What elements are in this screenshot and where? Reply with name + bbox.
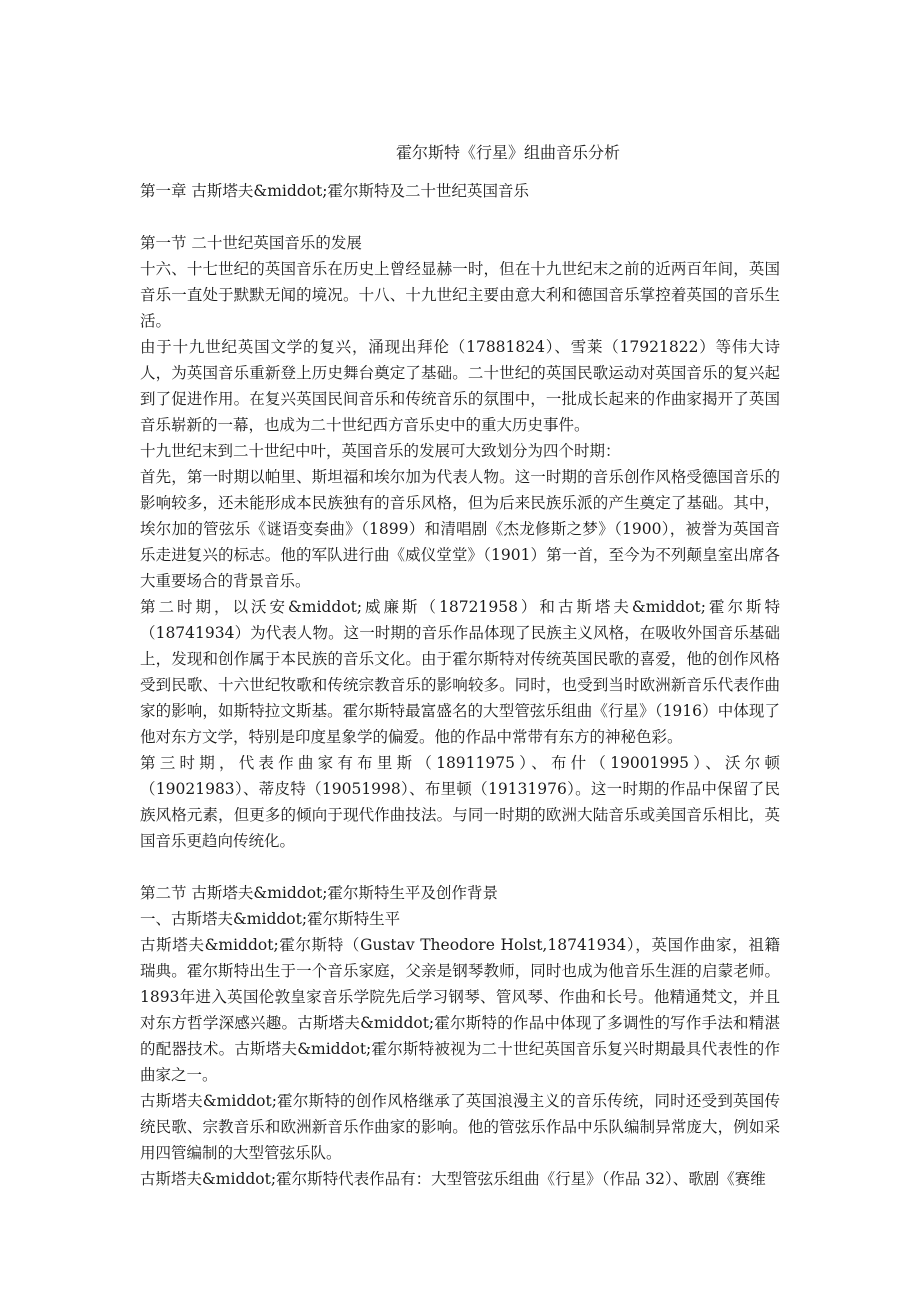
paragraph: 第三时期，代表作曲家有布里斯（18911975）、布什（19001995）、沃尔顿（19021983）、蒂皮特（19051998）、布里顿（19131976）。这一时期的作品中保留了民族风格元素，但更多的倾向于现代作曲技法。与同一时期的欧洲大陆音乐或美国音乐相比，英国音乐更趋向传统化。 <box>140 754 780 850</box>
paragraph: 十九世纪末到二十世纪中叶，英国音乐的发展可大致划分为四个时期： <box>140 442 621 460</box>
subsection-heading: 一、古斯塔夫&middot;霍尔斯特生平 <box>140 910 401 928</box>
document-title: 霍尔斯特《行星》组曲音乐分析 <box>395 143 620 162</box>
paragraph: 由于十九世纪英国文学的复兴，涌现出拜伦（17881824）、雪莱（17921822）等伟大诗人，为英国音乐重新登上历史舞台奠定了基础。二十世纪的英国民歌运动对英国音乐的复兴起到了促进作用。在复兴英国民间音乐和传统音乐的氛围中，一批成长起来的作曲家揭开了英国音乐崭新的一幕，也成为二十世纪西方音乐史中的重大历史事件。 <box>140 338 780 434</box>
spacer <box>140 854 780 880</box>
paragraph: 古斯塔夫&middot;霍尔斯特的创作风格继承了英国浪漫主义的音乐传统，同时还受到英国传统民歌、宗教音乐和欧洲新音乐作曲家的影响。他的管弦乐作品中乐队编制异常庞大，例如采用四管编制的大型管弦乐队。 <box>140 1092 780 1162</box>
paragraph: 古斯塔夫&middot;霍尔斯特（Gustav Theodore Holst,18741934），英国作曲家，祖籍瑞典。霍尔斯特出生于一个音乐家庭，父亲是钢琴教师，同时也成为他音乐生涯的启蒙老师。1893年进入英国伦敦皇家音乐学院先后学习钢琴、管风琴、作曲和长号。他精通梵文，并且对东方哲学深感兴趣。古斯塔夫&middot;霍尔斯特的作品中体现了多调性的写作手法和精湛的配器技术。古斯塔夫&middot;霍尔斯特被视为二十世纪英国音乐复兴时期最具代表性的作曲家之一。 <box>140 936 780 1084</box>
paragraph: 第二时期，以沃安&middot;威廉斯（18721958）和古斯塔夫&middot;霍尔斯特（18741934）为代表人物。这一时期的音乐作品体现了民族主义风格，在吸收外国音乐基础上，发现和创作属于本民族的音乐文化。由于霍尔斯特对传统英国民歌的喜爱，他的创作风格受到民歌、十六世纪牧歌和传统宗教音乐的影响较多。同时，也受到当时欧洲新音乐代表作曲家的影响，如斯特拉文斯基。霍尔斯特最富盛名的大型管弦乐组曲《行星》（1916）中体现了他对东方文学，特别是印度星象学的偏爱。他的作品中常带有东方的神秘色彩。 <box>140 598 780 746</box>
spacer <box>140 204 780 230</box>
section-heading: 第二节 古斯塔夫&middot;霍尔斯特生平及创作背景 <box>140 884 499 902</box>
document-body <box>140 178 780 1192</box>
document-page <box>140 0 780 1302</box>
paragraph: 古斯塔夫&middot;霍尔斯特代表作品有：大型管弦乐组曲《行星》（作品 32）、歌剧《赛维 <box>140 1170 766 1188</box>
paragraph: 首先，第一时期以帕里、斯坦福和埃尔加为代表人物。这一时期的音乐创作风格受德国音乐的影响较多，还未能形成本民族独有的音乐风格，但为后来民族乐派的产生奠定了基础。其中，埃尔加的管弦乐《谜语变奏曲》（1899）和清唱剧《杰龙修斯之梦》（1900），被誉为英国音乐走进复兴的标志。他的军队进行曲《威仪堂堂》（1901）第一首，至今为不列颠皇室出席各大重要场合的背景音乐。 <box>140 468 780 590</box>
chapter-heading: 第一章 古斯塔夫&middot;霍尔斯特及二十世纪英国音乐 <box>140 182 530 200</box>
paragraph: 十六、十七世纪的英国音乐在历史上曾经显赫一时，但在十九世纪末之前的近两百年间，英国音乐一直处于默默无闻的境况。十八、十九世纪主要由意大利和德国音乐掌控着英国的音乐生活。 <box>140 260 780 330</box>
section-heading: 第一节 二十世纪英国音乐的发展 <box>140 234 362 252</box>
